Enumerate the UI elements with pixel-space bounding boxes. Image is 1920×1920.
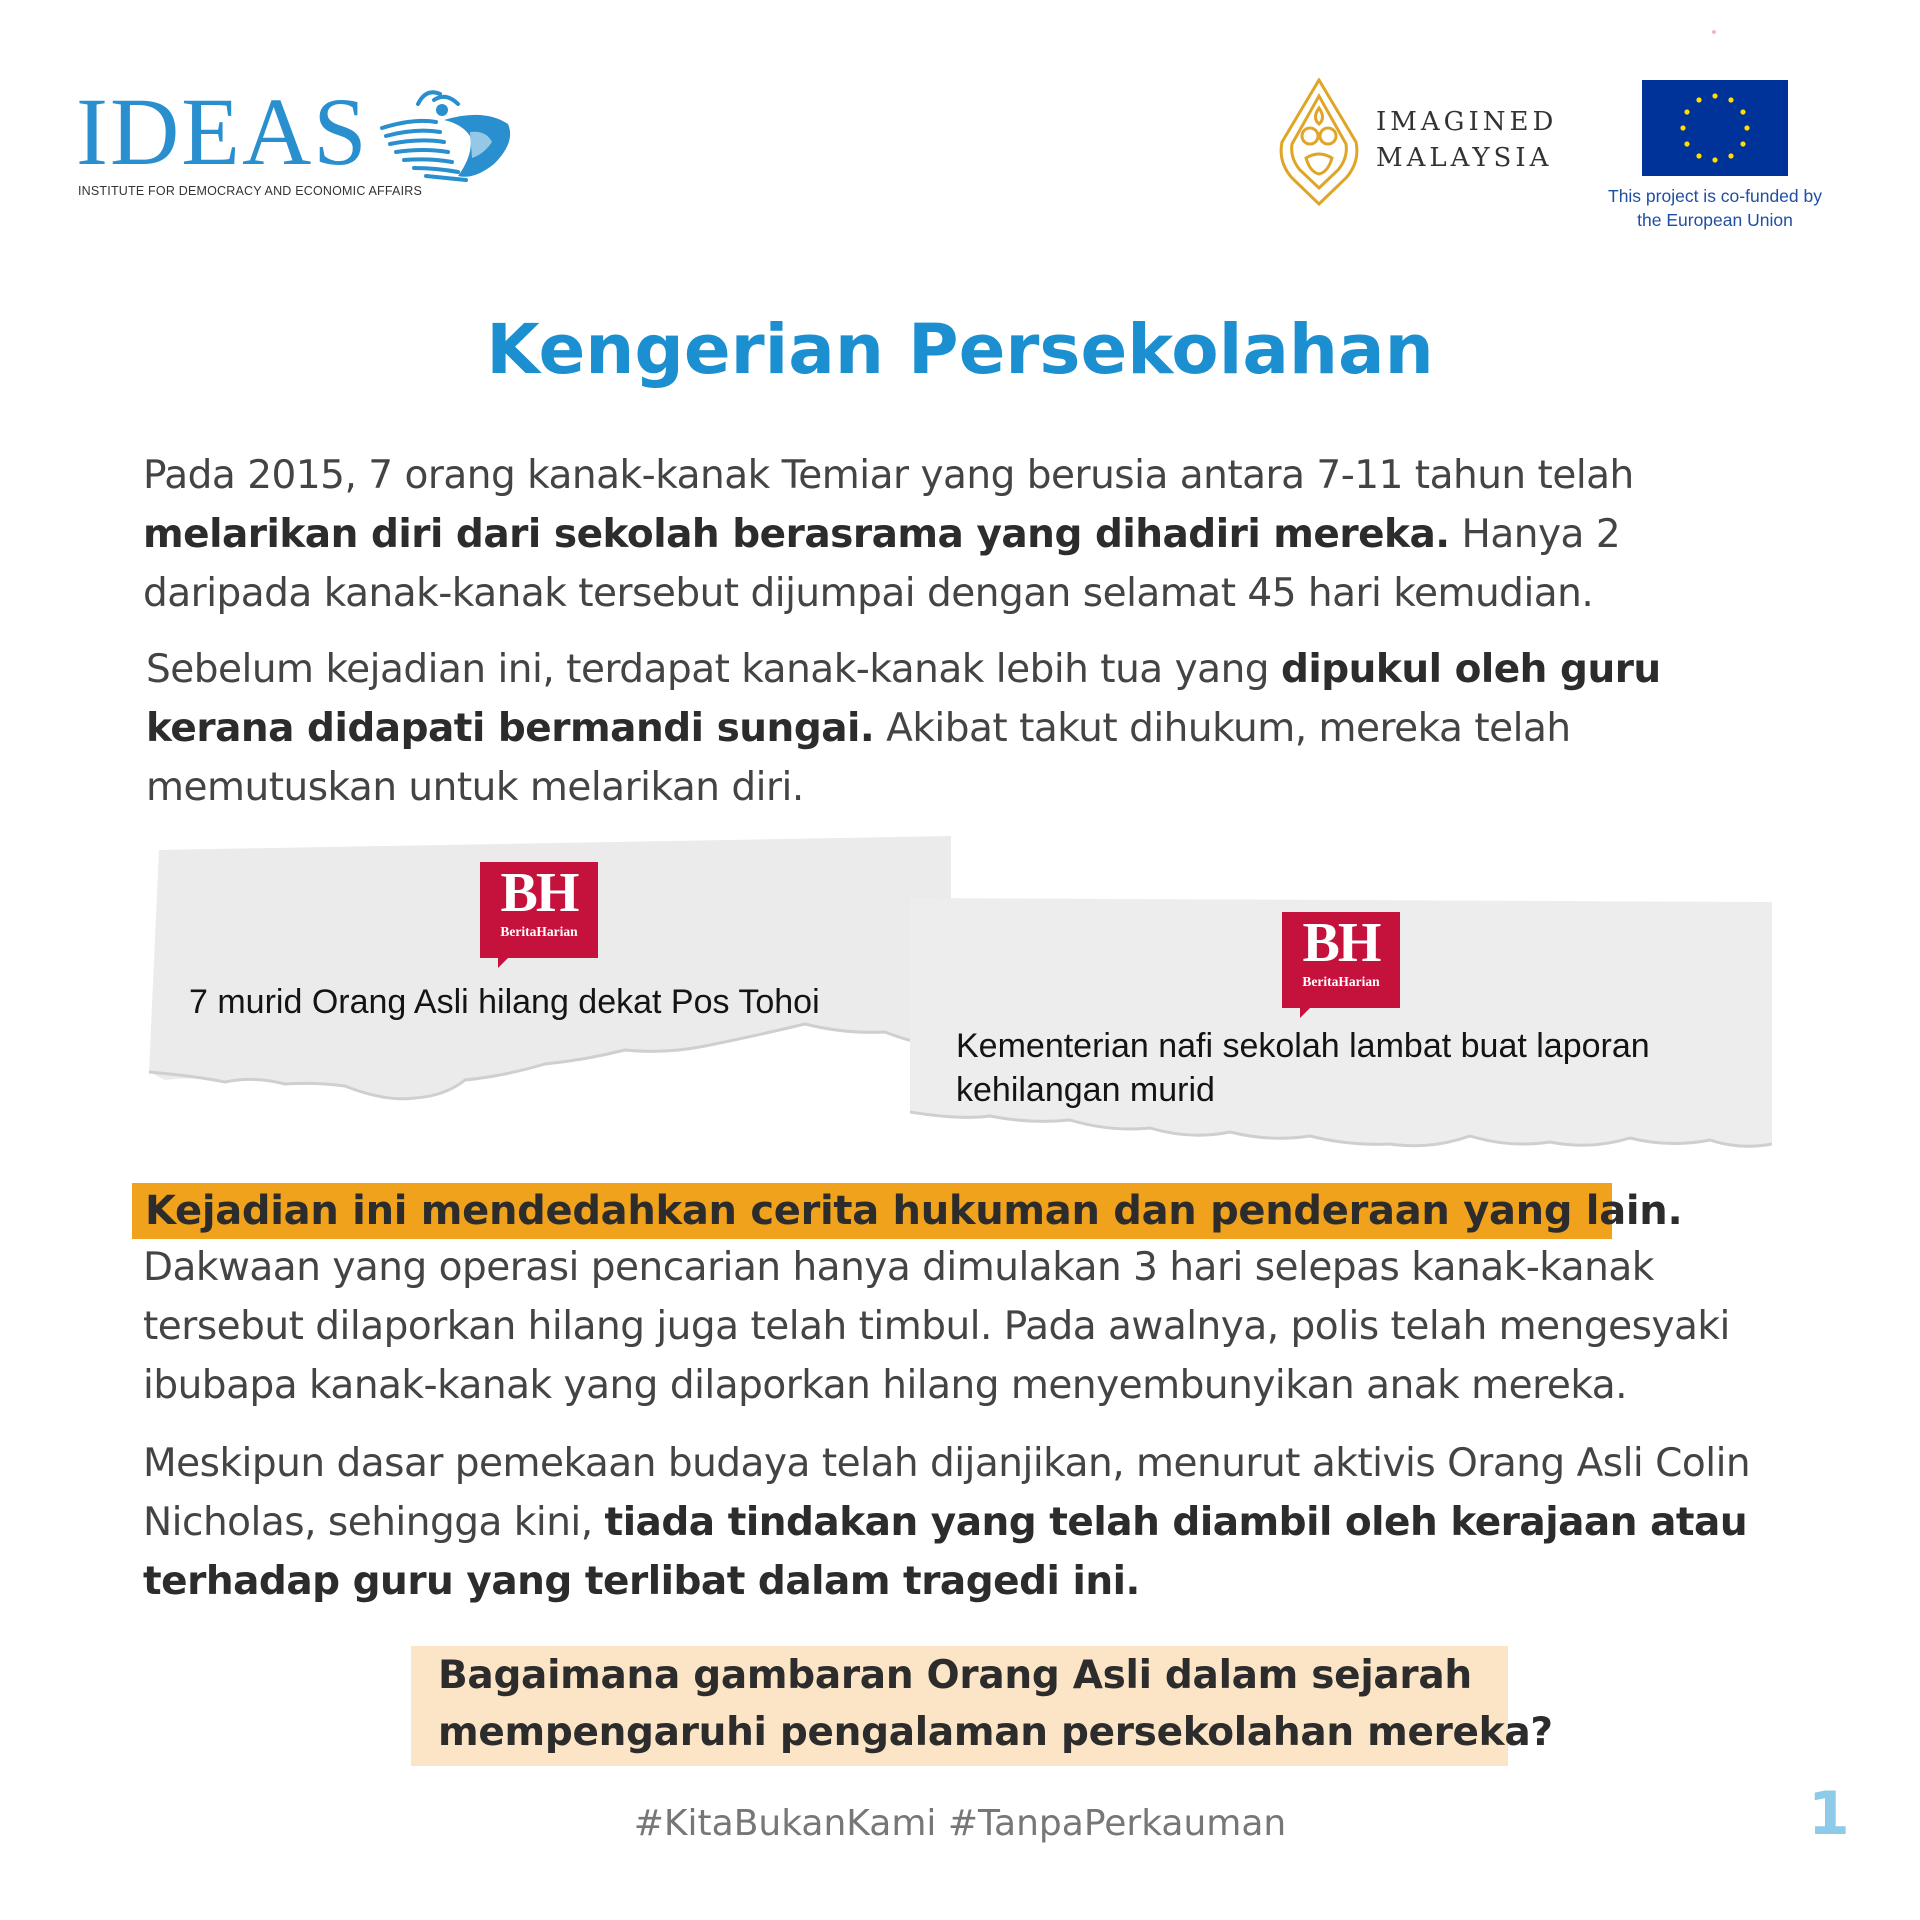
bh-logo-main-1: BH	[500, 862, 578, 924]
clipping-2-headline-line-1: Kementerian nafi sekolah lambat buat laporan	[956, 1027, 1650, 1065]
ideas-subtitle: INSTITUTE FOR DEMOCRACY AND ECONOMIC AFFAIRS	[78, 184, 423, 198]
paragraph-1-line-2	[143, 505, 1634, 564]
ideas-logo	[76, 78, 496, 204]
bh-logo-tail	[498, 958, 508, 968]
question-line-2: mempengaruhi pengalaman persekolahan mereka?	[438, 1710, 1553, 1755]
paragraph-4-bold-2: terhadap guru yang terlibat dalam tragedi ini.	[143, 1559, 1140, 1604]
paragraph-3-line-3: ibubapa kanak-kanak yang dilaporkan hilang menyembunyikan anak mereka.	[143, 1363, 1628, 1408]
hashtags: #KitaBukanKami #TanpaPerkauman	[633, 1803, 1287, 1844]
paragraph-2-line-1-pre: Sebelum kejadian ini, terdapat kanak-kanak lebih tua yang	[146, 647, 1281, 692]
news-clipping-1	[145, 836, 957, 1110]
decorative-dot	[1712, 30, 1716, 34]
eu-flag	[1642, 80, 1788, 176]
eu-stars-icon	[1642, 80, 1788, 176]
paragraph-4-line-1: Meskipun dasar pemekaan budaya telah dijanjikan, menurut aktivis Orang Asli Colin	[143, 1441, 1751, 1486]
ideas-logo-text: IDEAS	[76, 78, 369, 185]
paragraph-4-line-3	[143, 1552, 1750, 1611]
bh-logo-tail	[1300, 1008, 1310, 1018]
clipping-1-headline: 7 murid Orang Asli hilang dekat Pos Tohoi	[189, 983, 820, 1021]
paragraph-2-line-3: memutuskan untuk melarikan diri.	[146, 765, 804, 810]
imagined-malaysia-text: IMAGINED MALAYSIA	[1376, 107, 1558, 173]
paragraph-1-bold: melarikan diri dari sekolah berasrama yang dihadiri mereka.	[143, 512, 1450, 557]
paragraph-2-bold-2: kerana didapati bermandi sungai.	[146, 706, 875, 751]
question-line-1: Bagaimana gambaran Orang Asli dalam sejarah	[438, 1653, 1472, 1698]
question-text	[438, 1647, 1553, 1761]
bh-logo-sub-1: BeritaHarian	[500, 924, 578, 939]
eu-cofunded-text: This project is co-funded by the European Union	[1608, 186, 1822, 230]
page-number: 1	[1808, 1779, 1850, 1849]
paragraph-4-line-2	[143, 1493, 1750, 1552]
imagined-malaysia-logo	[1276, 78, 1576, 208]
berita-harian-logo-1	[480, 862, 598, 958]
wayang-emblem-icon	[1276, 78, 1362, 206]
paragraph-4	[143, 1434, 1750, 1611]
paragraph-2	[146, 640, 1661, 817]
bird-icon	[374, 84, 524, 194]
berita-harian-logo-2	[1282, 912, 1400, 1008]
paragraph-1-line-1: Pada 2015, 7 orang kanak-kanak Temiar yang berusia antara 7-11 tahun telah	[143, 453, 1634, 498]
clipping-2-headline	[956, 1024, 1650, 1112]
paragraph-1-line-2-rest: Hanya 2	[1449, 512, 1621, 557]
paragraph-3-line-1: Dakwaan yang operasi pencarian hanya dimulakan 3 hari selepas kanak-kanak	[143, 1245, 1654, 1290]
paragraph-1	[143, 446, 1634, 623]
news-clipping-2	[910, 898, 1772, 1168]
clipping-2-headline-line-2: kehilangan murid	[956, 1071, 1215, 1109]
highlight-text: Kejadian ini mendedahkan cerita hukuman dan penderaan yang lain.	[145, 1188, 1683, 1234]
bh-logo-main-2: BH	[1302, 912, 1380, 974]
paragraph-4-bold-1: tiada tindakan yang telah diambil oleh kerajaan atau	[604, 1500, 1748, 1545]
bh-logo-sub-2: BeritaHarian	[1302, 974, 1380, 989]
paragraph-1-line-3: daripada kanak-kanak tersebut dijumpai dengan selamat 45 hari kemudian.	[143, 571, 1594, 616]
paragraph-2-line-2-rest: Akibat takut dihukum, mereka telah	[874, 706, 1571, 751]
paragraph-3-line-2: tersebut dilaporkan hilang juga telah timbul. Pada awalnya, polis telah mengesyaki	[143, 1304, 1730, 1349]
paragraph-2-bold-1: dipukul oleh guru	[1280, 647, 1661, 692]
paragraph-4-line-2-pre: Nicholas, sehingga kini,	[143, 1500, 605, 1545]
page-title: Kengerian Persekolahan	[486, 310, 1434, 390]
paragraph-3	[143, 1238, 1730, 1415]
paragraph-2-line-2	[146, 699, 1661, 758]
paragraph-2-line-1	[146, 640, 1661, 699]
